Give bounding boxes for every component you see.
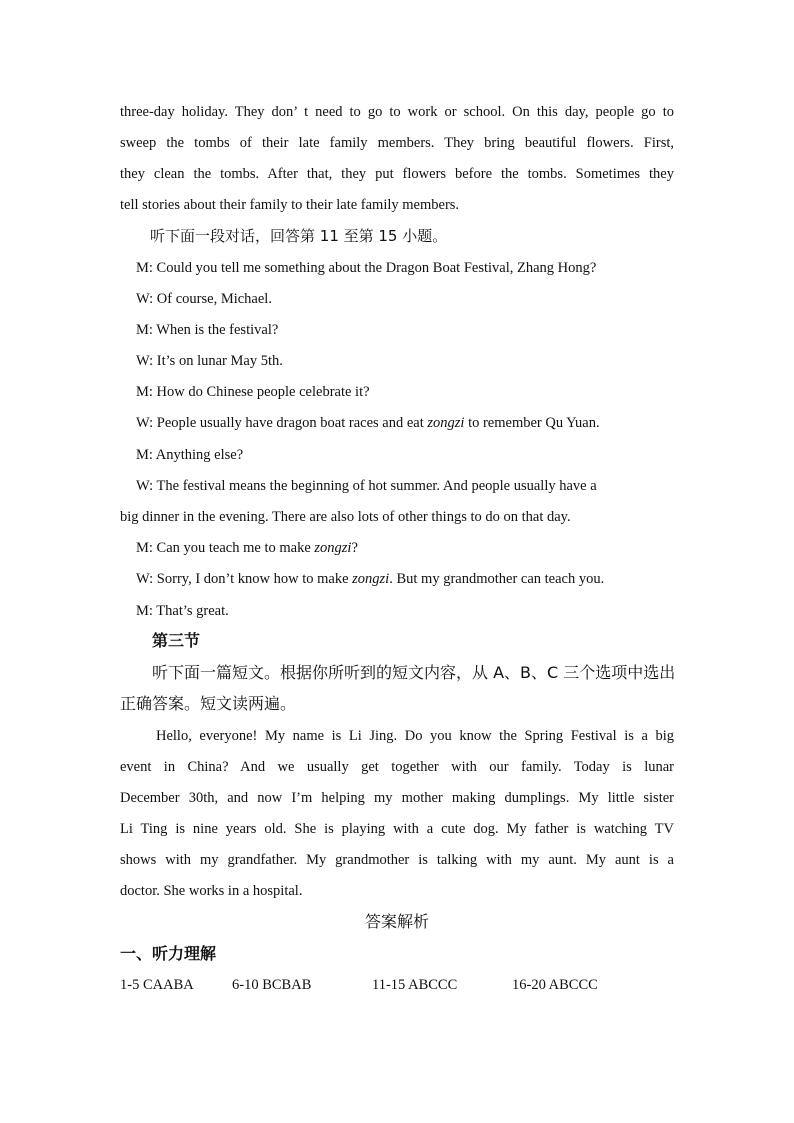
answers-part-heading: 一、听力理解 bbox=[120, 944, 217, 963]
dialogue-line: M: Anything else? bbox=[136, 447, 244, 463]
dialogue-text: to remember Qu Yuan. bbox=[464, 415, 600, 431]
section-instruction: 听下面一篇短文。根据你所听到的短文内容，从 A、B、C 三个选项中选出 bbox=[152, 663, 676, 682]
passage2-line: December 30th, and now I’m helping my mother making dumplings. My little sister bbox=[120, 790, 674, 806]
answers-title: 答案解析 bbox=[364, 912, 429, 931]
dialogue-text: M: Can you teach me to make bbox=[136, 540, 315, 556]
passage2-line: Li Ting is nine years old. She is playing with a cute dog. My father is watching TV bbox=[120, 821, 674, 837]
dialogue-heading: 听下面一段对话，回答第 11 至第 15 小题。 bbox=[150, 227, 448, 245]
dialogue-line bbox=[136, 538, 674, 558]
answer-group: 6-10 BCBAB bbox=[232, 977, 312, 993]
passage-line-4: tell stories about their family to their late family members. bbox=[120, 197, 460, 213]
answer-group: 1-5 CAABA bbox=[120, 977, 194, 993]
dialogue-line: M: When is the festival? bbox=[136, 322, 279, 338]
dialogue-text: ? bbox=[351, 540, 358, 556]
dialogue-text: W: People usually have dragon boat races and eat bbox=[136, 415, 428, 431]
dialogue-line: M: Could you tell me something about the Dragon Boat Festival, Zhang Hong? bbox=[136, 260, 597, 276]
section-title: 第三节 bbox=[152, 631, 201, 650]
passage-line-1: three-day holiday. They don’ t need to go to work or school. On this day, people go to bbox=[120, 104, 674, 120]
dialogue-text: . But my grandmother can teach you. bbox=[389, 571, 605, 587]
passage2-line: shows with my grandfather. My grandmother is talking with my aunt. My aunt is a bbox=[120, 852, 674, 868]
passage2-line: Hello, everyone! My name is Li Jing. Do you know the Spring Festival is a big bbox=[156, 728, 674, 744]
dialogue-line: W: The festival means the beginning of hot summer. And people usually have a bbox=[136, 478, 597, 494]
dialogue-line: W: It’s on lunar May 5th. bbox=[136, 353, 283, 369]
passage-line-2: sweep the tombs of their late family members. They bring beautiful flowers. First, bbox=[120, 135, 674, 151]
dialogue-line: M: That’s great. bbox=[136, 603, 229, 619]
answer-group: 11-15 ABCCC bbox=[372, 977, 458, 993]
dialogue-line: big dinner in the evening. There are also lots of other things to do on that day. bbox=[120, 509, 571, 525]
zongzi-term: zongzi bbox=[352, 571, 390, 587]
passage2-line: event in China? And we usually get together with our family. Today is lunar bbox=[120, 759, 674, 775]
dialogue-line: W: Of course, Michael. bbox=[136, 291, 272, 307]
zongzi-term: zongzi bbox=[314, 540, 352, 556]
zongzi-term: zongzi bbox=[427, 415, 465, 431]
dialogue-line bbox=[136, 413, 674, 433]
answer-group: 16-20 ABCCC bbox=[512, 977, 598, 993]
dialogue-line bbox=[136, 569, 674, 589]
section-instruction: 正确答案。短文读两遍。 bbox=[120, 694, 297, 713]
dialogue-text: W: Sorry, I don’t know how to make bbox=[136, 571, 353, 587]
passage2-line: doctor. She works in a hospital. bbox=[120, 883, 303, 899]
dialogue-line: M: How do Chinese people celebrate it? bbox=[136, 384, 370, 400]
passage-line-3: they clean the tombs. After that, they put flowers before the tombs. Sometimes they bbox=[120, 166, 674, 182]
